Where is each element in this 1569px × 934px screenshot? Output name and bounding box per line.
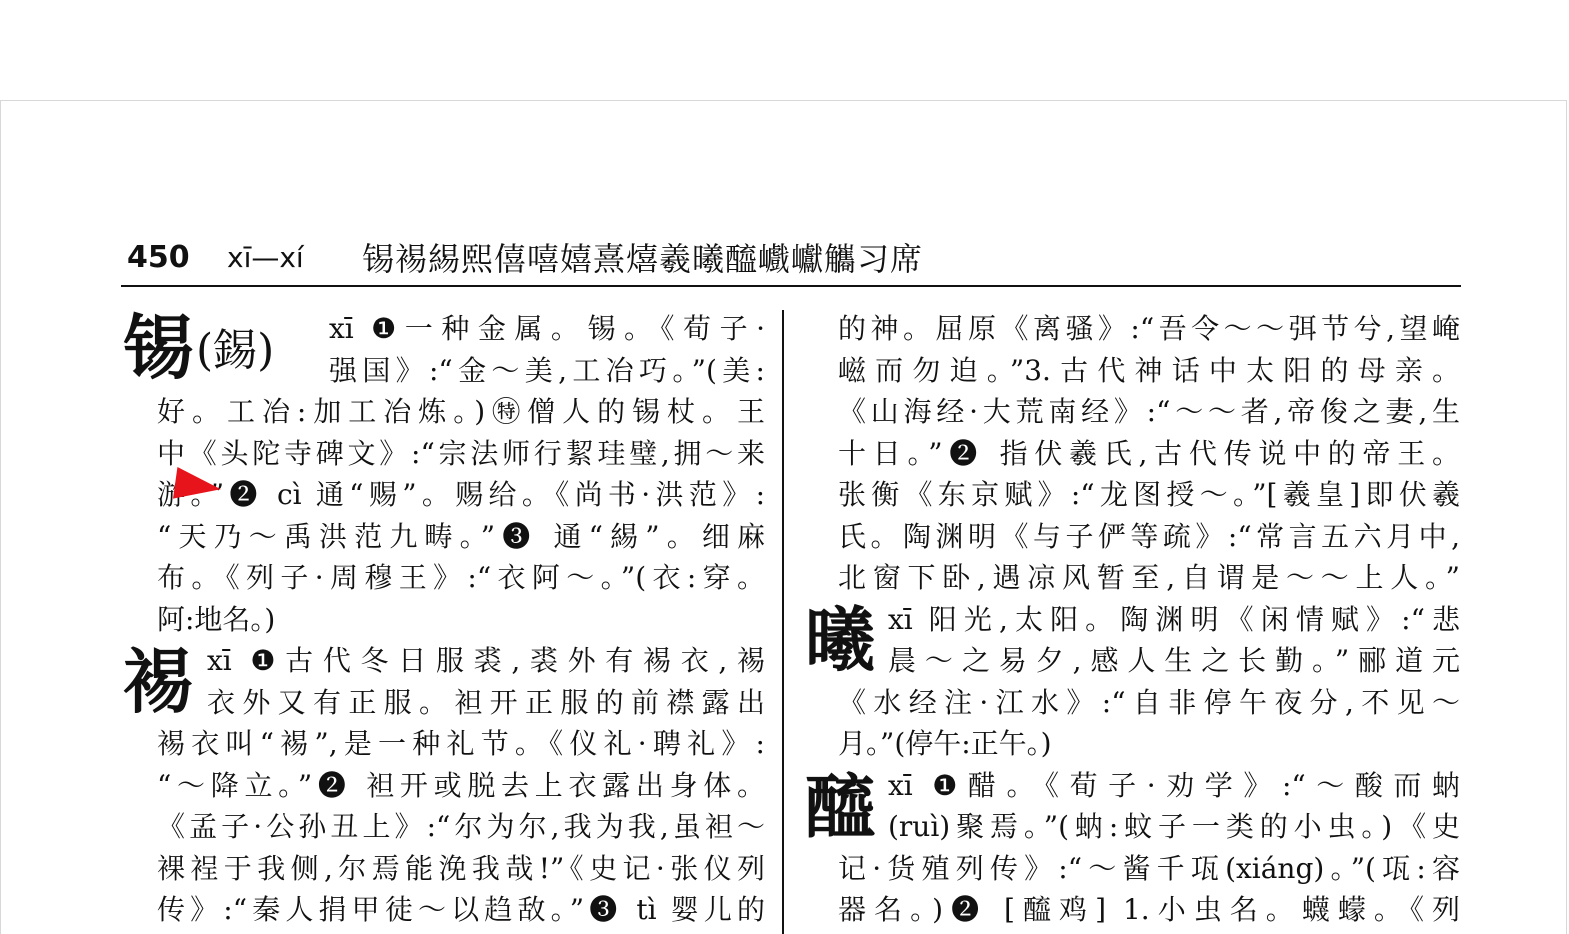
- entry-line: 月。”(停午:正午。): [838, 727, 1052, 760]
- page-header: [127, 236, 1461, 278]
- entry-line: xī 阳光,太阳。陶渊明《闲情赋》:“悲: [888, 602, 1460, 636]
- entry-line: 裼衣叫“裼”,是一种礼节。《仪礼·聘礼》:: [157, 727, 765, 760]
- entry-line: 《山海经·大荒南经》:“～～者,帝俊之妻,生: [838, 395, 1460, 428]
- entry-line: 北窗下卧,遇凉风暂至,自谓是～～上人。”: [838, 561, 1460, 594]
- entry-line: 布。《列子·周穆王》:“衣阿～。”(衣:穿。: [157, 561, 765, 594]
- entry-line: 晨～之易夕,感人生之长勤。”郦道元: [888, 644, 1460, 677]
- entry-headword-xi-vinegar: 醯: [805, 765, 875, 848]
- entry-line: 中《头陀寺碑文》:“宗法师行絜珪璧,拥～来: [157, 436, 765, 470]
- left-column: [157, 308, 765, 931]
- pinyin-range: xī—xí: [227, 240, 304, 274]
- entry-line: 记·货殖列传》:“～酱千瓨(xiáng)。”(瓨:容: [838, 851, 1460, 885]
- entry-headword-xi-sunlight: 曦: [805, 598, 875, 681]
- entry-line: 十日。”❷ 指伏羲氏,古代传说中的帝王。: [838, 436, 1460, 470]
- header-characters: 锡裼緆熙僖嘻嬉熹熺羲曦醯巇巘觿习席: [362, 240, 924, 278]
- entry-line: 张衡《东京赋》:“龙图授～。”[羲皇]即伏羲: [838, 478, 1460, 511]
- right-column: [838, 308, 1460, 931]
- entry-line: xī ❶一种金属。锡。《荀子·: [329, 312, 765, 345]
- entry-line: 衣外又有正服。袒开正服的前襟露出: [207, 685, 765, 719]
- entry-line: “天乃～禹洪范九畴。”❸ 通“緆”。细麻: [157, 519, 765, 553]
- entry-variant-form: (錫): [196, 325, 275, 376]
- entry-line: 的神。屈原《离骚》:“吾令～～弭节兮,望崦: [838, 312, 1460, 345]
- entry-line: xī ❶古代冬日服裘,裘外有裼衣,裼: [207, 644, 765, 677]
- entry-line: 器名。)❷ [醯鸡] 1.小虫名。蠛蠓。《列: [838, 893, 1460, 926]
- header-rule: [121, 285, 1461, 287]
- entry-line: 阿:地名。): [157, 602, 276, 636]
- entry-line: 强国》:“金～美,工冶巧。”(美:: [329, 353, 765, 387]
- entry-line: 氏。陶渊明《与子俨等疏》:“常言五六月中,: [838, 519, 1460, 553]
- page-number: 450: [127, 239, 190, 275]
- entry-headword-xi-bare: 裼: [123, 640, 193, 723]
- entry-headword-xi-tin: 锡: [123, 306, 193, 389]
- red-arrow-pointer-icon: [173, 467, 223, 505]
- entry-line: 好。工冶:加工冶炼。)㊕僧人的锡杖。王: [157, 395, 765, 428]
- entry-line: (ruì)聚焉。”(蚋:蚊子一类的小虫。)《史: [888, 810, 1460, 843]
- entry-line: “～降立。”❷ 袒开或脱去上衣露出身体。: [157, 768, 765, 802]
- entry-line: 《孟子·公孙丑上》:“尔为尔,我为我,虽袒～: [157, 810, 765, 843]
- entry-line: 《水经注·江水》:“自非停午夜分,不见～: [838, 685, 1460, 719]
- entry-line: 游。”❷ cì 通“赐”。赐给。《尚书·洪范》:: [157, 478, 765, 511]
- entry-line: 传》:“秦人捐甲徒～以趋敌。”❸ tì 婴儿的: [157, 893, 765, 926]
- column-divider: [782, 310, 784, 934]
- entry-line: xī ❶醋。《荀子·劝学》:“～酸而蚋: [888, 768, 1460, 802]
- entry-line: 裸裎于我侧,尔焉能浼我哉!”《史记·张仪列: [157, 851, 765, 885]
- entry-line: 嵫而勿迫。”3.古代神话中太阳的母亲。: [838, 353, 1460, 387]
